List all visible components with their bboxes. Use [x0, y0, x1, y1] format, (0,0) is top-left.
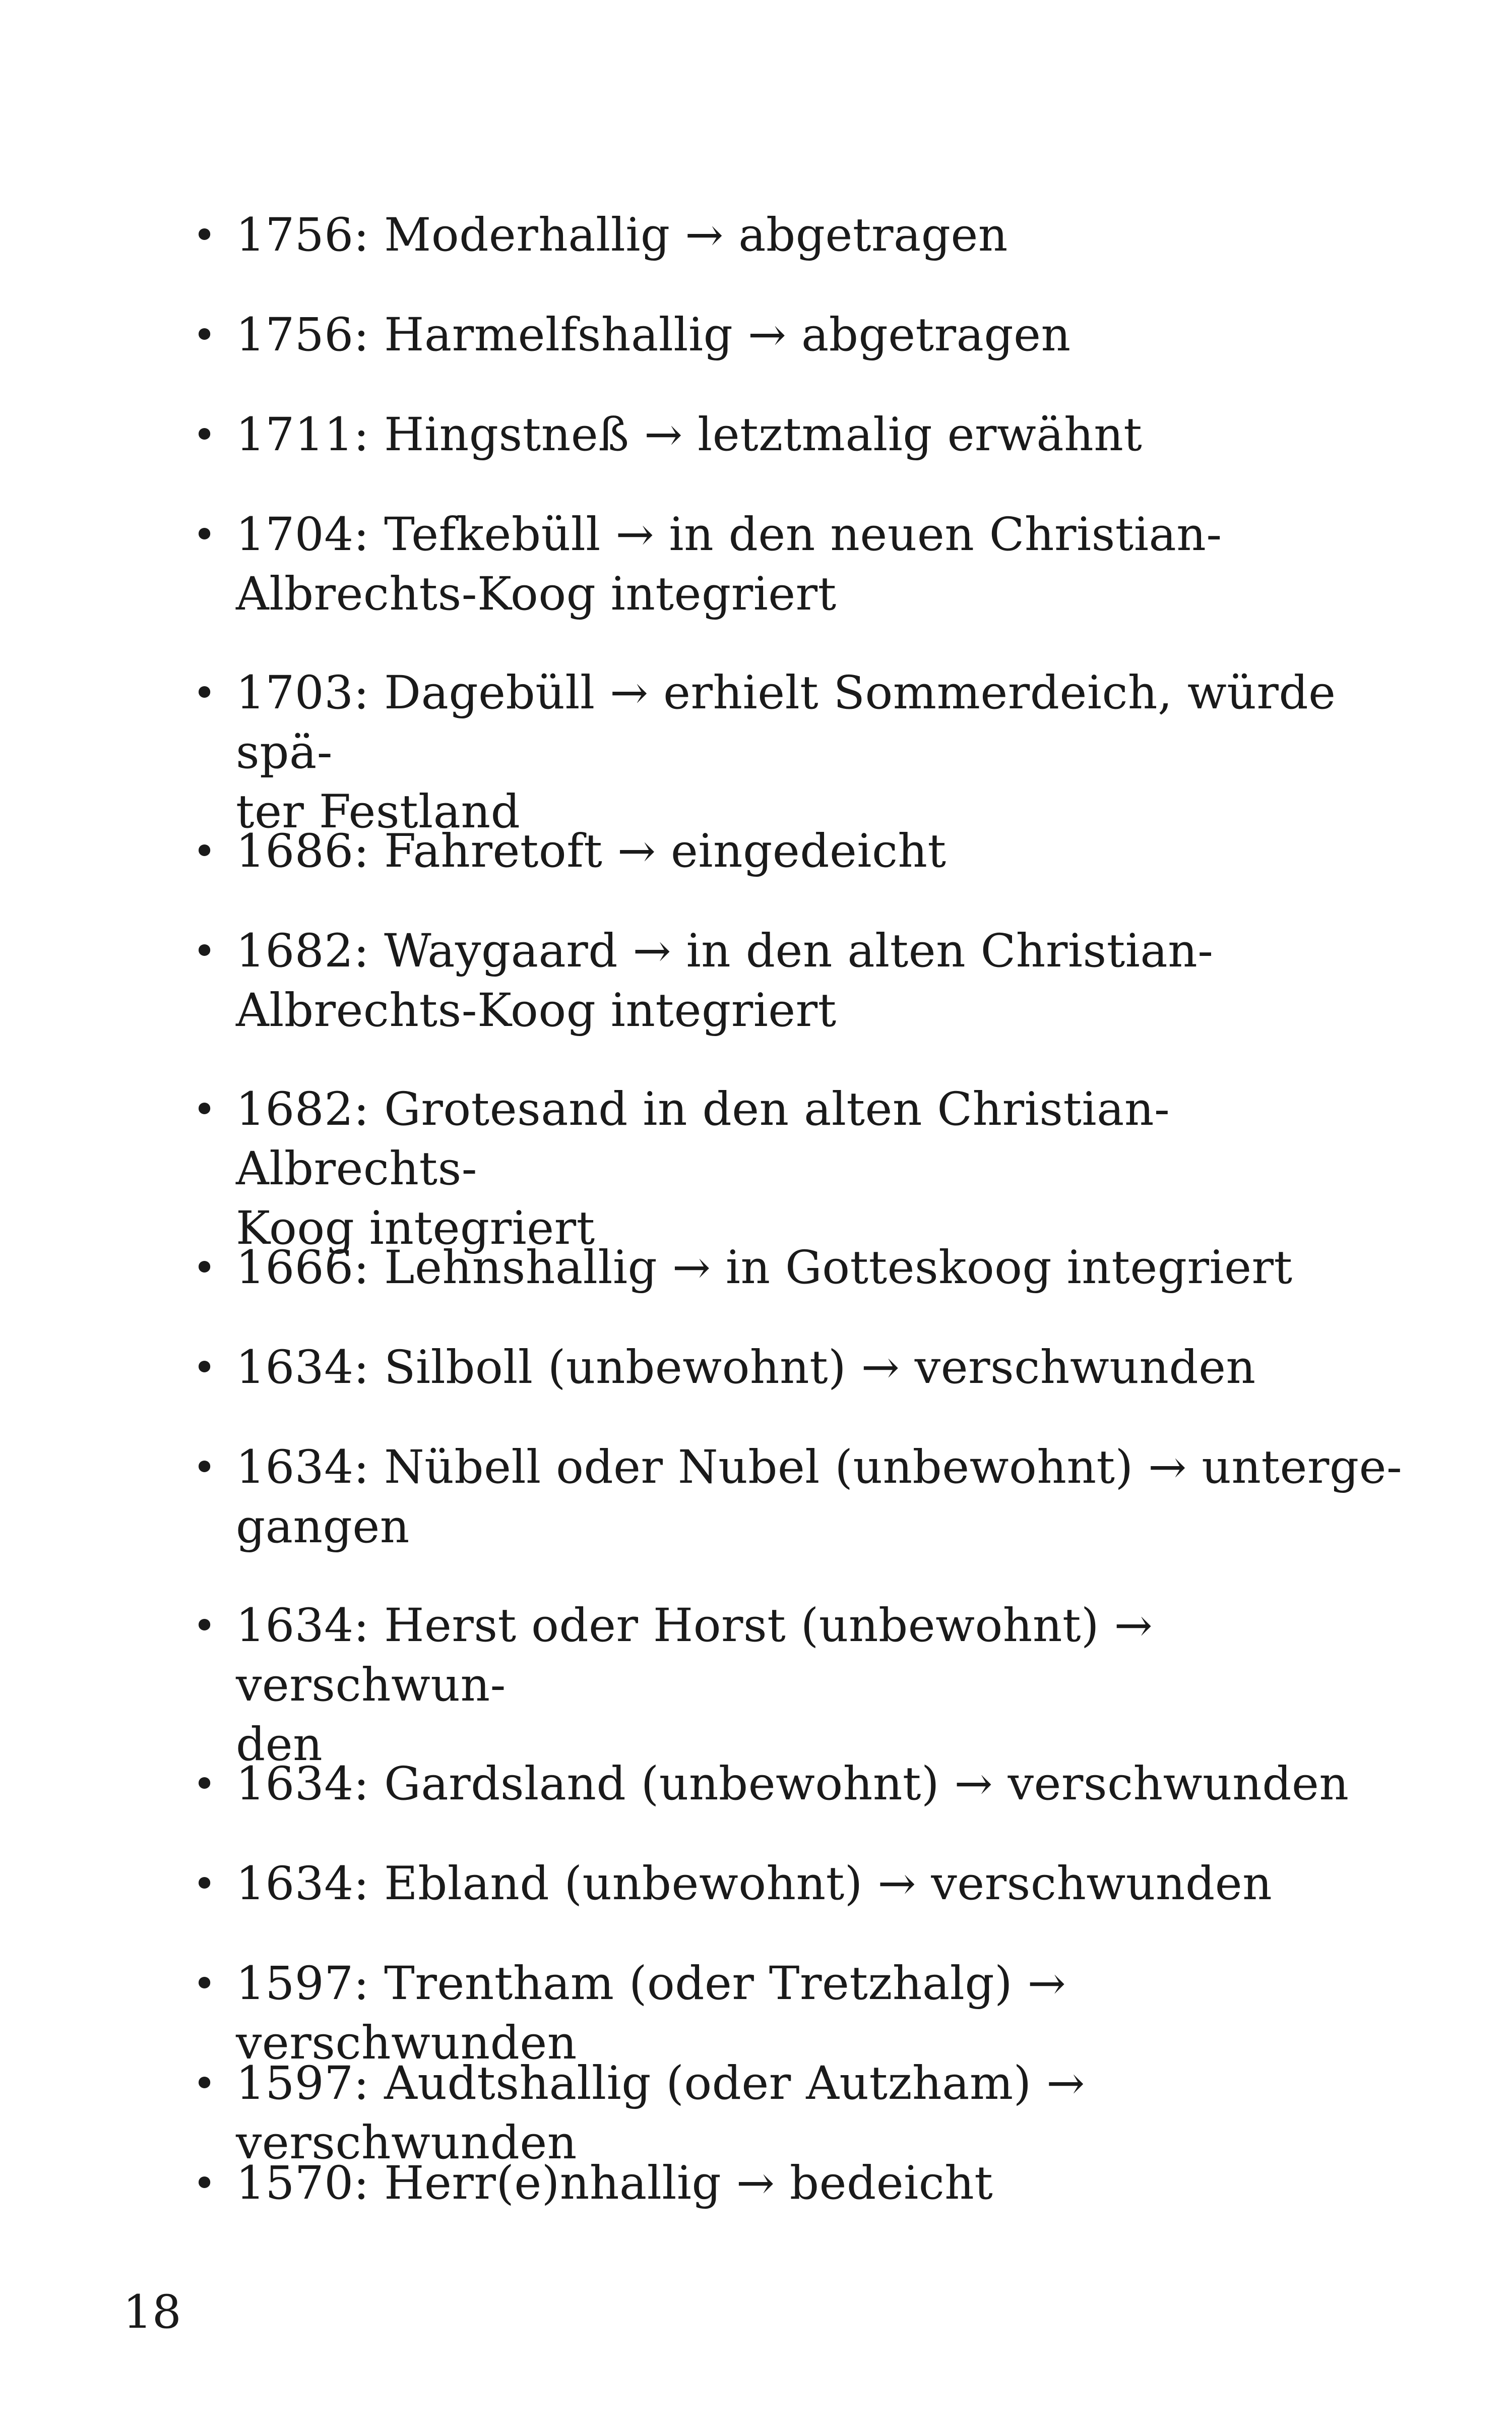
list-item-text: 1756: Moderhallig → abgetragen	[236, 209, 1008, 262]
bullet-icon: •	[193, 1860, 217, 1907]
bullet-icon: •	[193, 2160, 217, 2207]
bullet-icon: •	[193, 1444, 217, 1491]
bullet-icon: •	[193, 511, 217, 558]
list-item	[193, 206, 1405, 265]
list-item	[193, 2154, 1405, 2213]
list-item	[193, 1080, 1405, 1258]
list-item-text: 1682: Waygaard → in den alten Christian- Albrechts-Koog integriert	[236, 925, 1214, 1037]
list-item-text: 1634: Nübell oder Nubel (unbewohnt) → unterge- gangen	[236, 1441, 1403, 1553]
bullet-icon: •	[193, 411, 217, 458]
page-number: 18	[123, 2286, 181, 2339]
bullet-icon: •	[193, 1960, 217, 2007]
list-item	[193, 822, 1405, 881]
list-item-text: 1634: Ebland (unbewohnt) → verschwunden	[236, 1857, 1273, 1910]
bullet-icon: •	[193, 1244, 217, 1291]
bullet-icon: •	[193, 670, 217, 716]
list-item-text: 1634: Gardsland (unbewohnt) → verschwunden	[236, 1758, 1349, 1810]
list-item	[193, 922, 1405, 1041]
list-item-text: 1711: Hingstneß → letztmalig erwähnt	[236, 408, 1143, 461]
list-item-text: 1686: Fahretoft → eingedeicht	[236, 825, 947, 878]
list-item-text: 1570: Herr(e)nhallig → bedeicht	[236, 2157, 993, 2210]
bullet-icon: •	[193, 1761, 217, 1807]
list-item	[193, 1238, 1405, 1298]
list-item	[193, 1338, 1405, 1398]
list-item	[193, 1854, 1405, 1914]
bullet-icon: •	[193, 828, 217, 875]
list-item-text: 1597: Trentham (oder Tretzhalg) → verschwunden	[236, 1957, 1066, 2070]
bullet-icon: •	[193, 312, 217, 358]
list-item-text: 1682: Grotesand in den alten Christian-Albrechts- Koog integriert	[236, 1083, 1170, 1255]
list-item	[193, 1754, 1405, 1814]
list-item	[193, 306, 1405, 365]
list-item-text: 1634: Herst oder Horst (unbewohnt) → verschwun- den	[236, 1599, 1153, 1771]
list-item	[193, 1596, 1405, 1775]
bullet-icon: •	[193, 212, 217, 259]
bullet-icon: •	[193, 1344, 217, 1391]
list-item	[193, 405, 1405, 465]
list-item	[193, 505, 1405, 624]
bullet-icon: •	[193, 1086, 217, 1133]
bullet-icon: •	[193, 928, 217, 975]
bullet-icon: •	[193, 1602, 217, 1649]
list-item-text: 1704: Tefkebüll → in den neuen Christian- Albrechts-Koog integriert	[236, 508, 1222, 621]
list-item-text: 1703: Dagebüll → erhielt Sommerdeich, würde spä- ter Festland	[236, 667, 1336, 838]
list-item-text: 1756: Harmelfshallig → abgetragen	[236, 309, 1071, 361]
list-item-text: 1634: Silboll (unbewohnt) → verschwunden	[236, 1341, 1256, 1394]
bullet-icon: •	[193, 2060, 217, 2107]
list-item	[193, 663, 1405, 842]
list-item-text: 1597: Audtshallig (oder Autzham) → verschwunden	[236, 2057, 1085, 2169]
list-item-text: 1666: Lehnshallig → in Gotteskoog integriert	[236, 1241, 1293, 1294]
list-item	[193, 1438, 1405, 1557]
